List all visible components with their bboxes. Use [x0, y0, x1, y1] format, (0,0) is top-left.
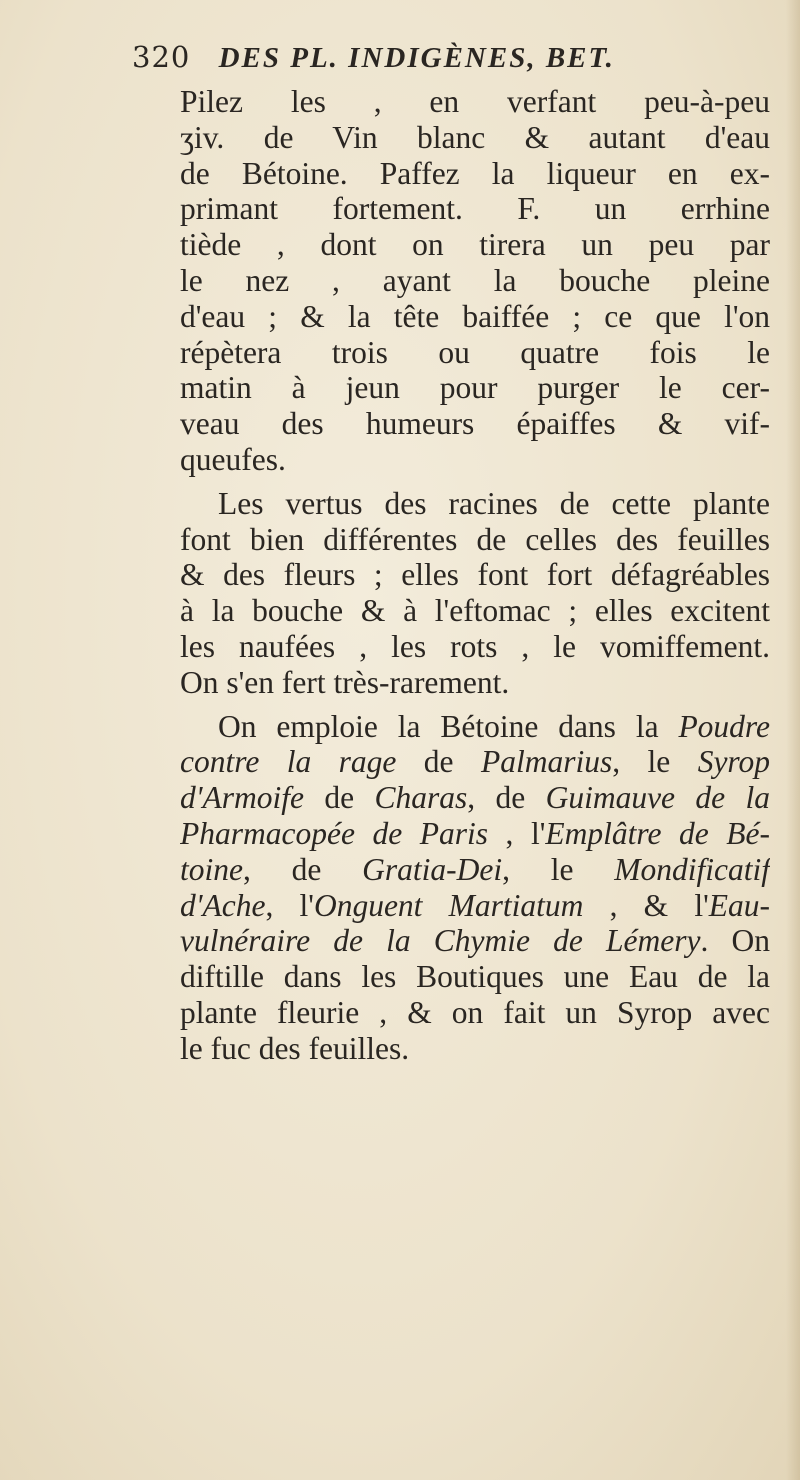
line-text: primant fortement. F. un errhine: [180, 191, 770, 227]
line-text: , de: [243, 851, 363, 887]
paragraph-gap: [180, 478, 770, 486]
text-line: [180, 557, 770, 593]
paragraph-gap: [180, 701, 770, 709]
text-line: [180, 442, 770, 478]
line-text: , le: [502, 851, 615, 887]
text-line: [180, 816, 770, 852]
text-line: [180, 227, 770, 263]
text-line: [180, 709, 770, 745]
text-line: [180, 335, 770, 371]
italic-text: d'Ache: [180, 887, 266, 923]
line-text: & des fleurs ; elles font fort défagréables: [180, 557, 770, 593]
line-text: tiède , dont on tirera un peu par: [180, 227, 770, 263]
italic-text: vulnéraire de la Chymie de Lémery: [180, 923, 701, 959]
page-number: 320: [132, 40, 191, 74]
line-text: queufes.: [180, 441, 286, 477]
italic-text: Syrop: [697, 744, 770, 780]
line-text: de: [396, 744, 481, 780]
line-text: matin à jeun pour purger le cer-: [180, 370, 770, 406]
italic-text: Emplâtre de Bé-: [545, 815, 770, 851]
line-text: , & l': [583, 887, 709, 923]
body-text: [180, 84, 770, 1067]
italic-text: Pharmacopée de Paris: [180, 815, 489, 851]
text-line: [180, 156, 770, 192]
text-line: [180, 959, 770, 995]
text-line: [180, 299, 770, 335]
text-line: [180, 780, 770, 816]
italic-text: Poudre: [678, 708, 770, 744]
line-text: Les vertus des racines de cette plante: [218, 485, 770, 521]
text-line: [180, 995, 770, 1031]
line-text: Pilez les , en verfant peu-à-peu: [180, 84, 770, 119]
line-text: veau des humeurs épaiffes & vif-: [180, 406, 770, 442]
text-line: [180, 263, 770, 299]
running-title: DES PL. INDIGÈNES, BET.: [218, 42, 615, 74]
italic-text: Mondificatif: [614, 851, 770, 887]
italic-text: Eau-: [708, 887, 770, 923]
italic-text: toine: [180, 851, 243, 887]
line-text: le nez , ayant la bouche pleine: [180, 262, 770, 298]
line-text: répètera trois ou quatre fois le: [180, 334, 770, 370]
text-line: [180, 629, 770, 665]
italic-text: Palmarius: [480, 744, 613, 780]
text-line: [180, 852, 770, 888]
line-text: les naufées , les rots , le vomiffement.: [180, 628, 770, 664]
italic-text: contre la rage: [180, 744, 397, 780]
line-text: le fuc des feuilles.: [180, 1030, 410, 1066]
line-text: , le: [612, 744, 698, 780]
text-line: [180, 120, 770, 156]
line-text: . On: [700, 923, 770, 959]
line-text: , l': [488, 815, 546, 851]
paragraph: [180, 84, 770, 478]
line-text: à la bouche & à l'eftomac ; elles excitent: [180, 593, 770, 629]
text-line: [180, 84, 770, 120]
line-text: diftille dans les Boutiques une Eau de la: [180, 959, 770, 995]
line-text: de: [303, 780, 375, 816]
italic-text: Charas: [374, 780, 468, 816]
page-header: [132, 40, 772, 75]
text-line: [180, 744, 770, 780]
line-text: , de: [467, 780, 546, 816]
text-line: [180, 406, 770, 442]
line-text: ʒiv. de Vin blanc & autant d'eau: [180, 119, 770, 155]
line-text: plante fleurie , & on fait un Syrop avec: [180, 994, 770, 1030]
line-text: d'eau ; & la tête baiffée ; ce que l'on: [180, 298, 770, 334]
italic-text: Guimauve de la: [545, 780, 770, 816]
text-line: [180, 522, 770, 558]
text-line: [180, 1031, 770, 1067]
line-text: On emploie la Bétoine dans la: [218, 708, 679, 744]
paragraph: [180, 709, 770, 1067]
text-line: [180, 191, 770, 227]
page-edge-shadow: [786, 0, 800, 1480]
text-line: [180, 486, 770, 522]
line-text: , l': [265, 887, 314, 923]
italic-text: Gratia-Dei: [362, 851, 503, 887]
paragraph: [180, 486, 770, 701]
line-text: de Bétoine. Paffez la liqueur en ex-: [180, 155, 770, 191]
text-line: [180, 665, 770, 701]
line-text: font bien différentes de celles des feuilles: [180, 521, 770, 557]
italic-text: d'Armoife: [180, 780, 304, 816]
text-line: [180, 923, 770, 959]
text-line: [180, 593, 770, 629]
italic-text: Onguent Martiatum: [313, 887, 584, 923]
line-text: On s'en fert très-rarement.: [180, 664, 510, 700]
text-line: [180, 888, 770, 924]
text-line: [180, 370, 770, 406]
